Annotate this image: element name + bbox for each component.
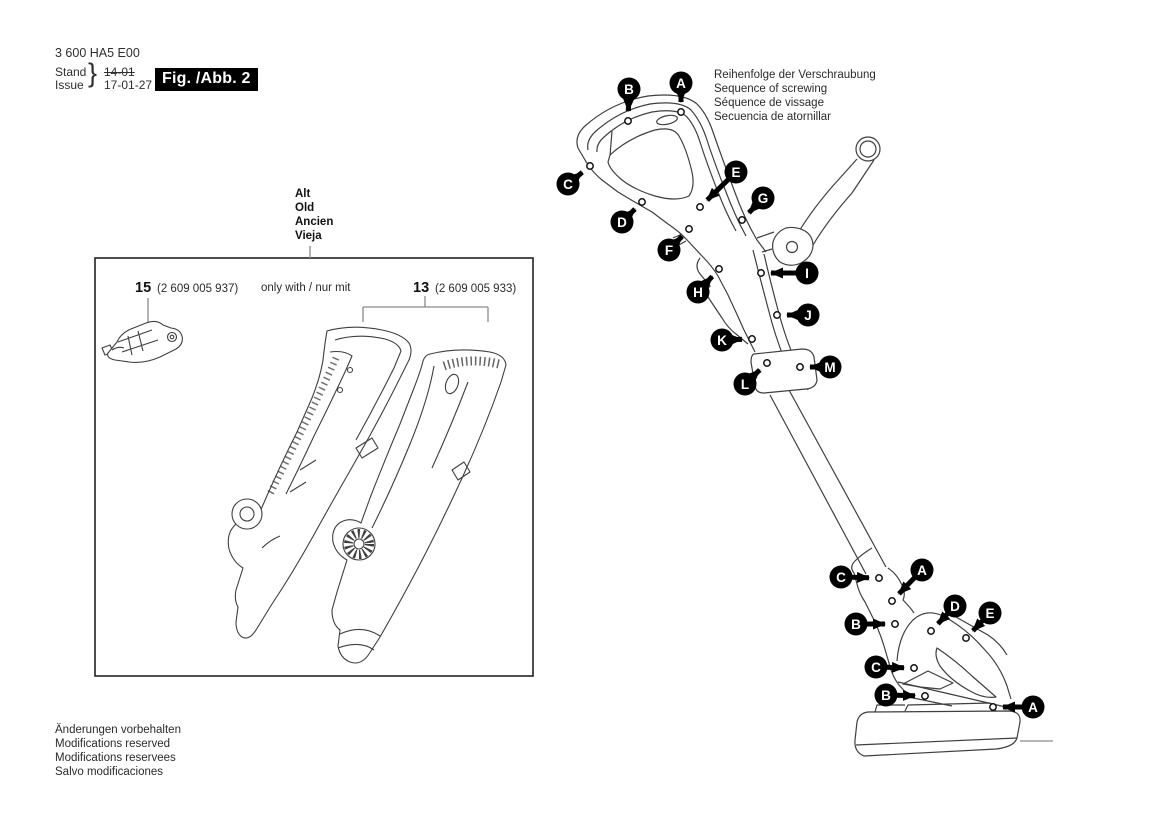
callout-letter: L bbox=[740, 377, 750, 392]
callout-E bbox=[963, 602, 1002, 642]
screw-hole bbox=[686, 226, 692, 232]
callout-C bbox=[557, 163, 594, 196]
part-15-code: (2 609 005 937) bbox=[157, 283, 239, 295]
screw-hole bbox=[774, 312, 780, 318]
callout-letter: C bbox=[836, 570, 846, 585]
callout-letter: F bbox=[664, 243, 674, 258]
part-13-code: (2 609 005 933) bbox=[435, 283, 517, 295]
callout-arrow bbox=[899, 578, 914, 594]
sequence-note-line-4: Secuencia de atornillar bbox=[714, 111, 831, 123]
auxiliary-handle bbox=[757, 137, 880, 265]
screw-hole bbox=[697, 204, 703, 210]
old-note-line-2: Old bbox=[295, 202, 315, 214]
screw-hole bbox=[749, 336, 755, 342]
callout-D bbox=[928, 595, 967, 635]
callout-G bbox=[739, 187, 775, 224]
callout-letter: D bbox=[950, 599, 960, 614]
screw-hole bbox=[639, 199, 645, 205]
callout-arrow bbox=[973, 621, 982, 631]
callout-F bbox=[658, 226, 693, 262]
callout-letter: D bbox=[617, 215, 627, 230]
issue-label: Issue bbox=[55, 78, 84, 92]
callout-arrow bbox=[938, 614, 947, 624]
screw-hole bbox=[797, 364, 803, 370]
screw-hole bbox=[716, 266, 722, 272]
callout-arrow bbox=[749, 206, 756, 213]
callout-letter: G bbox=[757, 191, 769, 206]
callout-arrow bbox=[630, 209, 635, 214]
old-note-line-4: Vieja bbox=[295, 230, 322, 242]
callout-letter: J bbox=[804, 308, 812, 323]
screw-hole bbox=[892, 621, 898, 627]
callout-letter: A bbox=[917, 563, 927, 578]
callout-H bbox=[687, 266, 723, 304]
callout-letter: B bbox=[624, 82, 634, 97]
stand-label: Stand bbox=[55, 65, 87, 79]
callout-letter: A bbox=[1028, 700, 1038, 715]
callout-layer bbox=[557, 72, 1045, 719]
figure-badge: Fig. /Abb. 2 bbox=[155, 68, 258, 91]
stand-issue-brace: } bbox=[88, 58, 98, 88]
screw-hole bbox=[911, 665, 917, 671]
footer-line-2: Modifications reserved bbox=[55, 738, 171, 750]
screw-hole bbox=[928, 628, 934, 634]
callout-arrow bbox=[705, 276, 712, 283]
shaft-and-clamp bbox=[751, 349, 886, 574]
callout-C bbox=[865, 656, 918, 679]
callout-letter: K bbox=[717, 333, 727, 348]
callout-letter: H bbox=[693, 285, 703, 300]
callout-letter: B bbox=[881, 688, 891, 703]
screw-hole bbox=[678, 109, 684, 115]
callout-letter: C bbox=[871, 660, 881, 675]
part-15-number: 15 bbox=[135, 280, 152, 296]
callout-letter: E bbox=[985, 606, 995, 621]
only-with-note: only with / nur mit bbox=[261, 282, 351, 294]
callout-letter: C bbox=[563, 177, 573, 192]
screw-hole bbox=[922, 693, 928, 699]
callout-letter: I bbox=[805, 266, 809, 281]
callout-J bbox=[774, 304, 820, 327]
footer-line-3: Modifications reservees bbox=[55, 752, 176, 764]
callout-letter: A bbox=[676, 76, 686, 91]
screw-hole bbox=[758, 270, 764, 276]
callout-arrow bbox=[577, 172, 583, 177]
footer-line-1: Änderungen vorbehalten bbox=[55, 724, 181, 736]
screw-hole bbox=[587, 163, 593, 169]
sequence-note-line-3: Séquence de vissage bbox=[714, 97, 824, 109]
screw-hole bbox=[990, 704, 996, 710]
part-13-number: 13 bbox=[413, 280, 430, 296]
sequence-note-line-2: Sequence of screwing bbox=[714, 83, 828, 95]
document-part-number: 3 600 HA5 E00 bbox=[55, 46, 140, 60]
callout-letter: B bbox=[851, 617, 861, 632]
screw-hole bbox=[739, 217, 745, 223]
callout-letter: E bbox=[731, 165, 741, 180]
callout-C bbox=[830, 566, 883, 589]
old-note-line-1: Alt bbox=[295, 188, 311, 200]
old-note-line-3: Ancien bbox=[295, 216, 334, 228]
screw-hole bbox=[889, 598, 895, 604]
callout-A bbox=[889, 559, 934, 605]
screw-hole bbox=[876, 575, 882, 581]
callout-arrow bbox=[677, 236, 683, 242]
screw-hole bbox=[764, 360, 770, 366]
callout-D bbox=[611, 199, 646, 234]
screw-hole bbox=[963, 635, 969, 641]
callout-B bbox=[618, 78, 641, 125]
issue-date: 17-01-27 bbox=[104, 78, 153, 92]
footer-line-4: Salvo modificaciones bbox=[55, 766, 164, 778]
callout-letter: M bbox=[824, 360, 836, 375]
sequence-note-line-1: Reihenfolge der Verschraubung bbox=[714, 69, 876, 81]
screw-hole bbox=[625, 118, 631, 124]
old-date-struck: 14-01 bbox=[104, 65, 135, 79]
